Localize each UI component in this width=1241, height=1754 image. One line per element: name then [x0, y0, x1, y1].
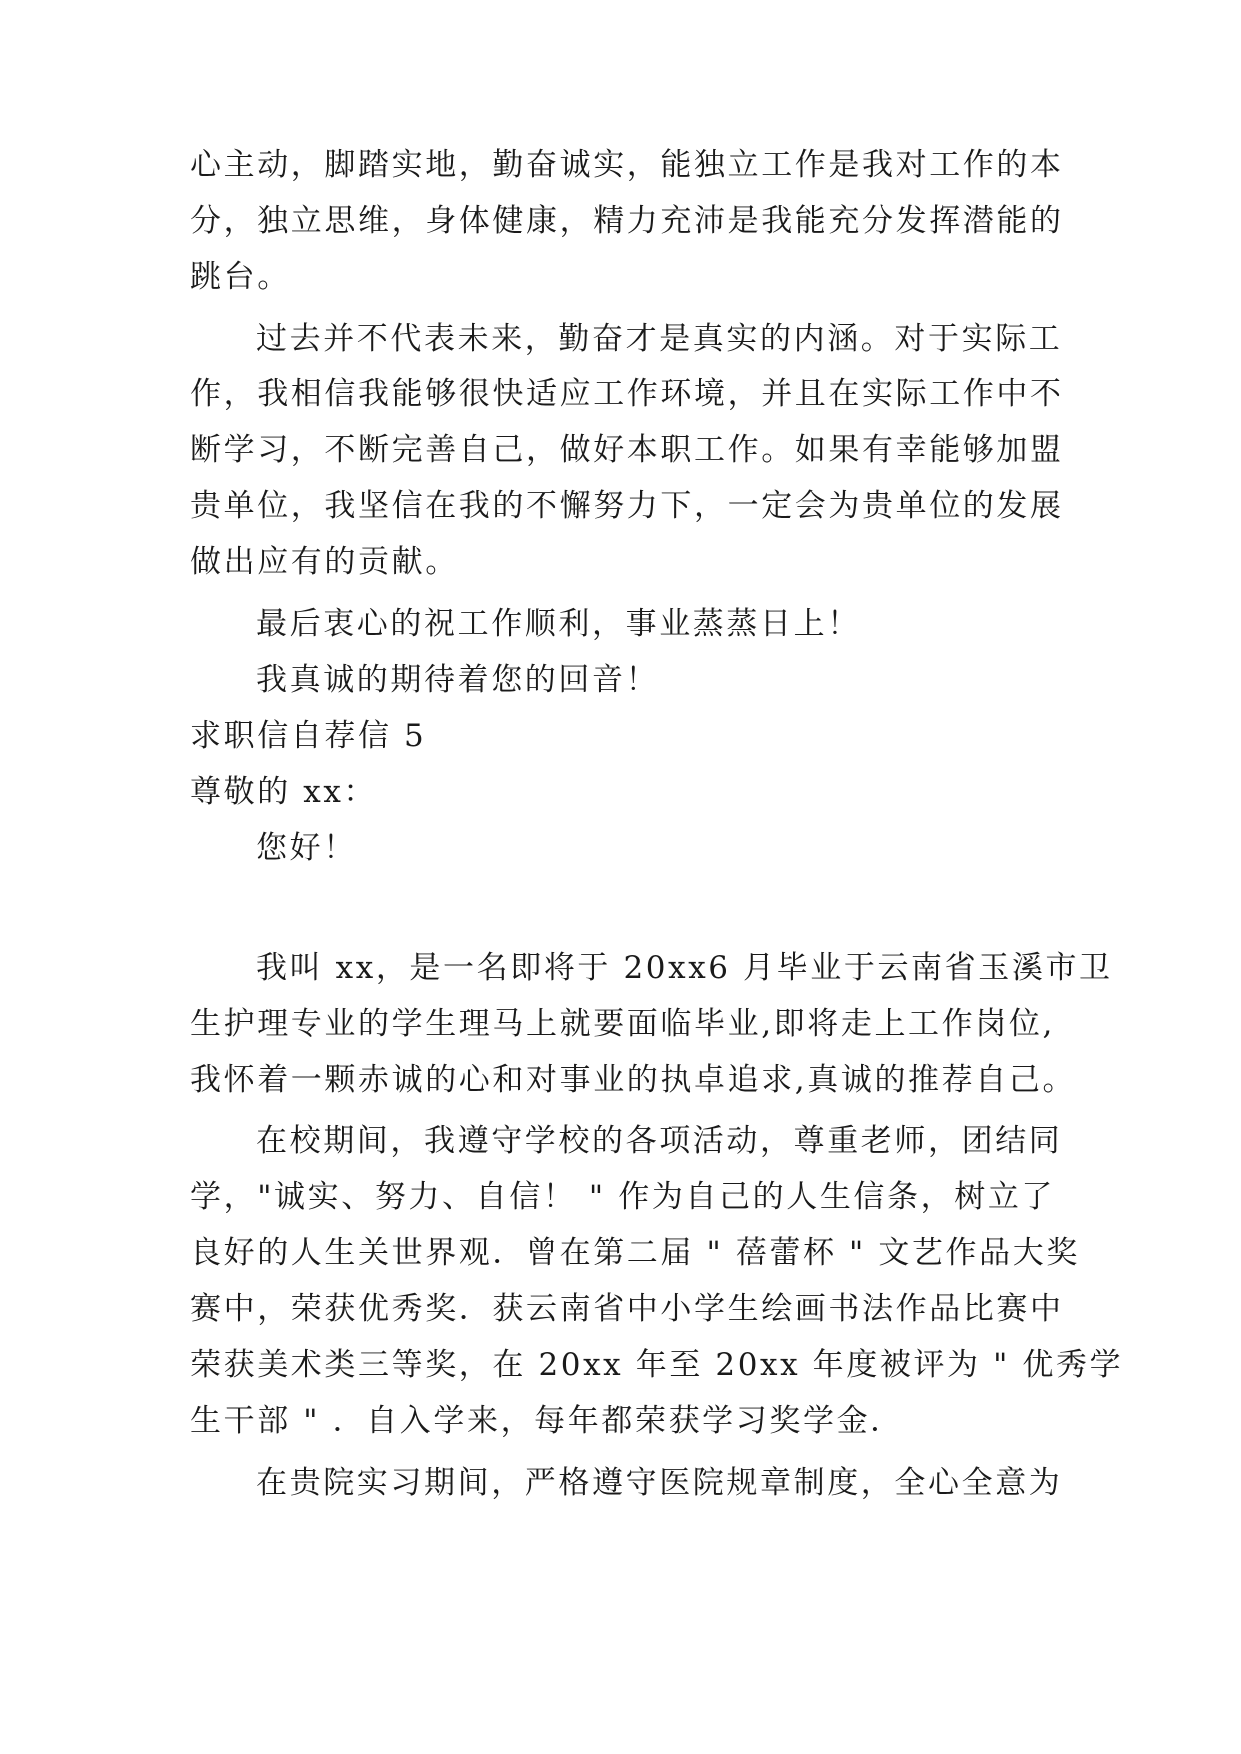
text-line: 做出应有的贡献。 — [190, 544, 459, 580]
text-line: 生干部 " ．自入学来，每年都荣获学习奖学金． — [190, 1403, 904, 1439]
text-line: 作，我相信我能够很快适应工作环境，并且在实际工作中不 — [190, 376, 1064, 412]
text-line: 我叫 xx，是一名即将于 20xx6 月毕业于云南省玉溪市卫 — [256, 950, 1113, 986]
text-line: 良好的人生关世界观．曾在第二届 " 蓓蕾杯 " 文艺作品大奖 — [190, 1235, 1080, 1271]
text-line: 断学习，不断完善自己，做好本职工作。如果有幸能够加盟 — [190, 432, 1064, 468]
text-line: 分，独立思维，身体健康，精力充沛是我能充分发挥潜能的 — [190, 203, 1064, 239]
text-line: 心主动，脚踏实地，勤奋诚实，能独立工作是我对工作的本 — [190, 147, 1064, 183]
text-line: 在贵院实习期间，严格遵守医院规章制度，全心全意为 — [256, 1465, 1063, 1501]
text-line: 赛中，荣获优秀奖．获云南省中小学生绘画书法作品比赛中 — [190, 1291, 1064, 1327]
text-line: 学，"诚实、努力、自信！ " 作为自己的人生信条，树立了 — [190, 1179, 1056, 1215]
text-line: 我真诚的期待着您的回音！ — [256, 662, 660, 698]
text-line: 我怀着一颗赤诚的心和对事业的执卓追求,真诚的推荐自己。 — [190, 1062, 1077, 1098]
salutation: 尊敬的 xx： — [190, 774, 378, 810]
text-line: 贵单位，我坚信在我的不懈努力下，一定会为贵单位的发展 — [190, 488, 1064, 524]
text-line: 在校期间，我遵守学校的各项活动，尊重老师，团结同 — [256, 1123, 1063, 1159]
text-line: 最后衷心的祝工作顺利，事业蒸蒸日上！ — [256, 606, 861, 642]
greeting: 您好！ — [256, 830, 357, 866]
text-line: 荣获美术类三等奖，在 20xx 年至 20xx 年度被评为 " 优秀学 — [190, 1347, 1124, 1383]
section-heading: 求职信自荐信 5 — [190, 718, 427, 754]
text-line: 过去并不代表未来，勤奋才是真实的内涵。对于实际工 — [256, 321, 1063, 357]
text-line: 生护理专业的学生理马上就要面临毕业,即将走上工作岗位, — [190, 1006, 1055, 1042]
text-line: 跳台。 — [190, 259, 291, 295]
